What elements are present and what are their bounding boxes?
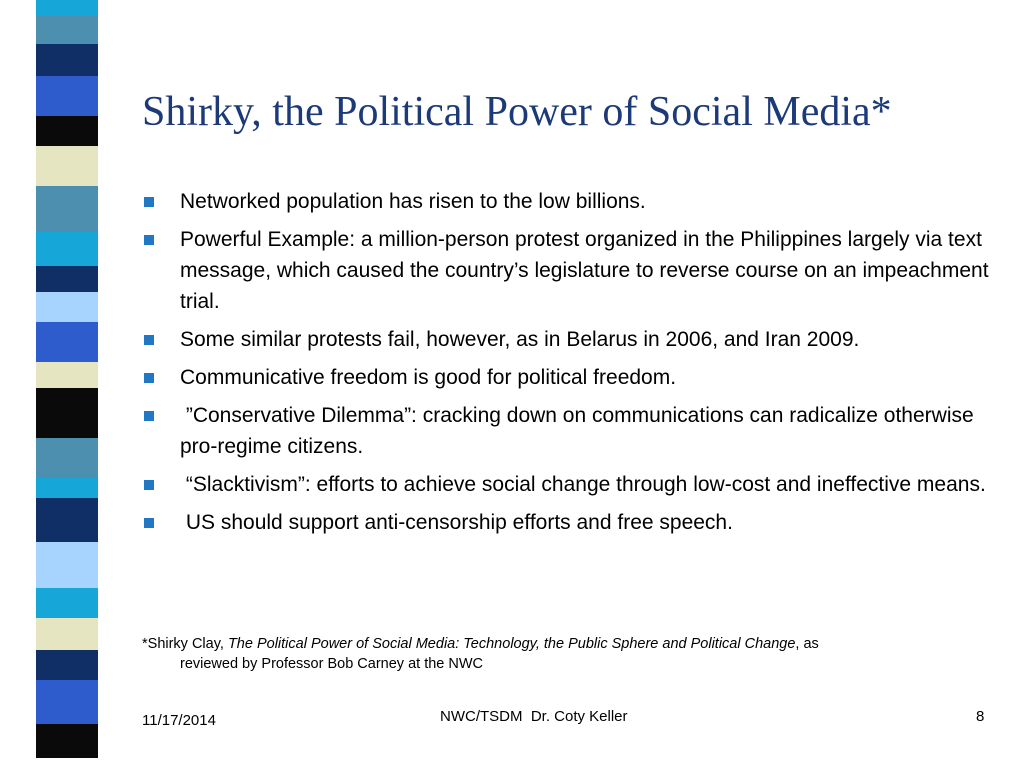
bullet-text: Some similar protests fail, however, as in Belarus in 2006, and Iran 2009. [180,328,860,351]
stripe [36,186,98,232]
bullet-text: ”Conservative Dilemma”: cracking down on communications can radicalize otherwise pro-regime citizens. [180,404,980,458]
citation-footnote [142,634,982,674]
bullet-text: Communicative freedom is good for political freedom. [180,366,677,389]
footer-presenter: NWC/TSDM Dr. Coty Keller [440,708,628,725]
stripe [36,116,98,146]
stripe [36,266,98,292]
bullet-item [142,224,1002,317]
bullet-list [142,186,1002,545]
stripe [36,232,98,266]
stripe [36,0,98,16]
stripe [36,542,98,588]
stripe [36,292,98,322]
footnote-book-title: The Political Power of Social Media: Technology, the Public Sphere and Political Change [227,636,796,652]
bullet-text: Networked population has risen to the low billions. [180,190,646,213]
stripe [36,588,98,618]
bullet-item [142,324,1002,355]
footnote-prefix: *Shirky Clay, [142,636,228,652]
square-bullet-icon [144,480,154,490]
stripe [36,478,98,498]
stripe [36,322,98,362]
decorative-stripe-bar [36,0,98,768]
stripe [36,16,98,44]
stripe [36,438,98,478]
stripe [36,650,98,680]
stripe [36,388,98,438]
bullet-text: “Slacktivism”: efforts to achieve social change through low-cost and ineffective means. [180,473,986,496]
footer-date: 11/17/2014 [142,712,216,729]
square-bullet-icon [144,235,154,245]
slide-number: 8 [976,708,985,725]
bullet-text: Powerful Example: a million-person protest organized in the Philippines largely via text message, which caused the country’s legislature to reverse course on an impeachment trial. [180,228,995,313]
square-bullet-icon [144,518,154,528]
stripe [36,498,98,542]
stripe [36,618,98,650]
stripe [36,362,98,388]
square-bullet-icon [144,411,154,421]
bullet-item [142,469,1002,500]
stripe [36,44,98,76]
bullet-text: US should support anti-censorship efforts and free speech. [180,511,733,534]
square-bullet-icon [144,335,154,345]
bullet-item [142,186,1002,217]
stripe [36,76,98,116]
bullet-item [142,362,1002,393]
square-bullet-icon [144,373,154,383]
footnote-suffix: , as [795,636,819,652]
bullet-item [142,400,1002,462]
slide-title: Shirky, the Political Power of Social Media* [142,89,892,135]
stripe [36,680,98,724]
footnote-continuation: reviewed by Professor Bob Carney at the NWC [180,656,484,672]
stripe [36,724,98,758]
square-bullet-icon [144,197,154,207]
bullet-item [142,507,1002,538]
stripe [36,146,98,186]
